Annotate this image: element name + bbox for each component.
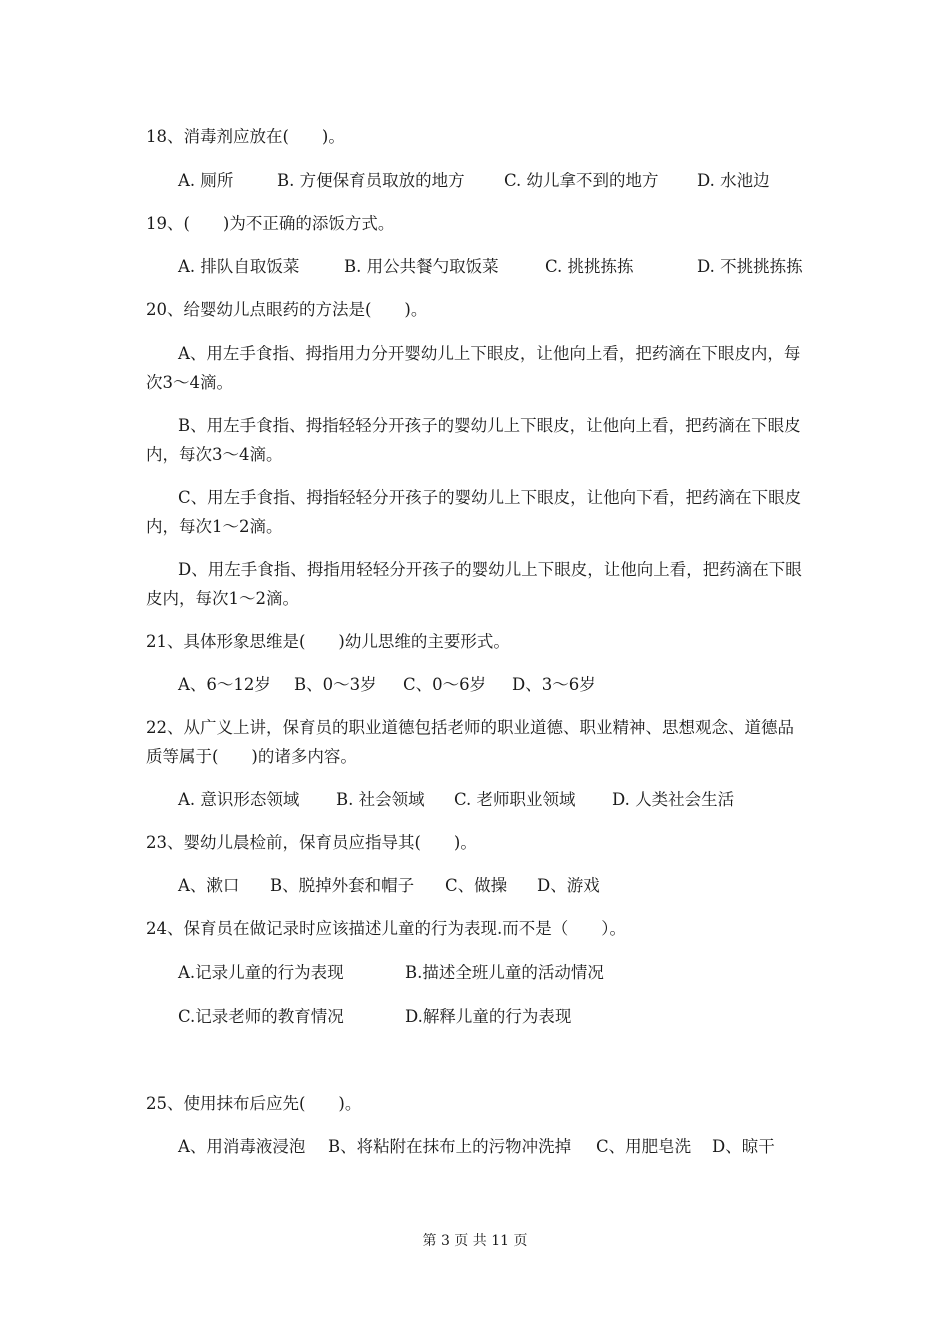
option-b: B、脱掉外套和帽子 [270, 876, 415, 895]
option-d: D. 水池边 [697, 171, 770, 190]
question-18-stem: 18、消毒剂应放在( )。 [146, 127, 345, 146]
option-c: C、用肥皂洗 [596, 1137, 692, 1156]
question-20-option-d-line-2: 皮内，每次1～2滴。 [146, 589, 299, 608]
option-b: B. 用公共餐勺取饭菜 [344, 257, 499, 276]
question-23-stem: 23、婴幼儿晨检前，保育员应指导其( )。 [146, 833, 477, 852]
question-20-option-a-line-1: A、用左手食指、拇指用力分开婴幼儿上下眼皮，让他向上看，把药滴在下眼皮内，每 [178, 344, 801, 363]
question-20-option-d-line-1: D、用左手食指、拇指用轻轻分开孩子的婴幼儿上下眼皮，让他向上看，把药滴在下眼 [178, 560, 802, 579]
question-25-stem: 25、使用抹布后应先( )。 [146, 1094, 362, 1113]
question-20-option-a-line-2: 次3～4滴。 [146, 373, 233, 392]
option-b: B. 方便保育员取放的地方 [277, 171, 465, 190]
question-20-option-c-line-2: 内，每次1～2滴。 [146, 517, 283, 536]
question-20-stem: 20、给婴幼儿点眼药的方法是( )。 [146, 300, 428, 319]
option-b: B. 社会领域 [336, 790, 425, 809]
option-a: A. 排队自取饭菜 [178, 257, 300, 276]
question-20-option-b-line-2: 内，每次3～4滴。 [146, 445, 283, 464]
question-19-stem: 19、( )为不正确的添饭方式。 [146, 214, 395, 233]
option-d: D、3～6岁 [512, 675, 596, 694]
option-d: D、游戏 [537, 876, 600, 895]
option-d: D.解释儿童的行为表现 [405, 1007, 572, 1026]
page-number-footer: 第 3 页 共 11 页 [422, 1233, 528, 1249]
option-d: D. 不挑挑拣拣 [697, 257, 803, 276]
option-a: A.记录儿童的行为表现 [178, 963, 344, 982]
option-c: C. 老师职业领域 [454, 790, 576, 809]
option-b: B、0～3岁 [294, 675, 377, 694]
question-20-option-b-line-1: B、用左手食指、拇指轻轻分开孩子的婴幼儿上下眼皮，让他向上看，把药滴在下眼皮 [178, 416, 801, 435]
option-a: A、6～12岁 [178, 675, 271, 694]
question-24-stem: 24、保育员在做记录时应该描述儿童的行为表现.而不是（ ）。 [146, 919, 626, 938]
option-c: C、做操 [445, 876, 508, 895]
option-a: A. 厕所 [178, 171, 234, 190]
option-d: D、晾干 [712, 1137, 775, 1156]
question-21-stem: 21、具体形象思维是( )幼儿思维的主要形式。 [146, 632, 510, 651]
question-22-stem-line-2: 质等属于( )的诸多内容。 [146, 747, 357, 766]
option-c: C. 幼儿拿不到的地方 [504, 171, 659, 190]
option-c: C、0～6岁 [403, 675, 487, 694]
question-20-option-c-line-1: C、用左手食指、拇指轻轻分开孩子的婴幼儿上下眼皮，让他向下看，把药滴在下眼皮 [178, 488, 802, 507]
option-a: A、用消毒液浸泡 [178, 1137, 306, 1156]
option-c: C. 挑挑拣拣 [545, 257, 634, 276]
option-c: C.记录老师的教育情况 [178, 1007, 344, 1026]
option-d: D. 人类社会生活 [612, 790, 735, 809]
option-b: B.描述全班儿童的活动情况 [405, 963, 604, 982]
option-a: A、漱口 [178, 876, 240, 895]
question-22-stem-line-1: 22、从广义上讲，保育员的职业道德包括老师的职业道德、职业精神、思想观念、道德品 [146, 718, 794, 737]
option-b: B、将粘附在抹布上的污物冲洗掉 [328, 1137, 572, 1156]
option-a: A. 意识形态领域 [178, 790, 300, 809]
